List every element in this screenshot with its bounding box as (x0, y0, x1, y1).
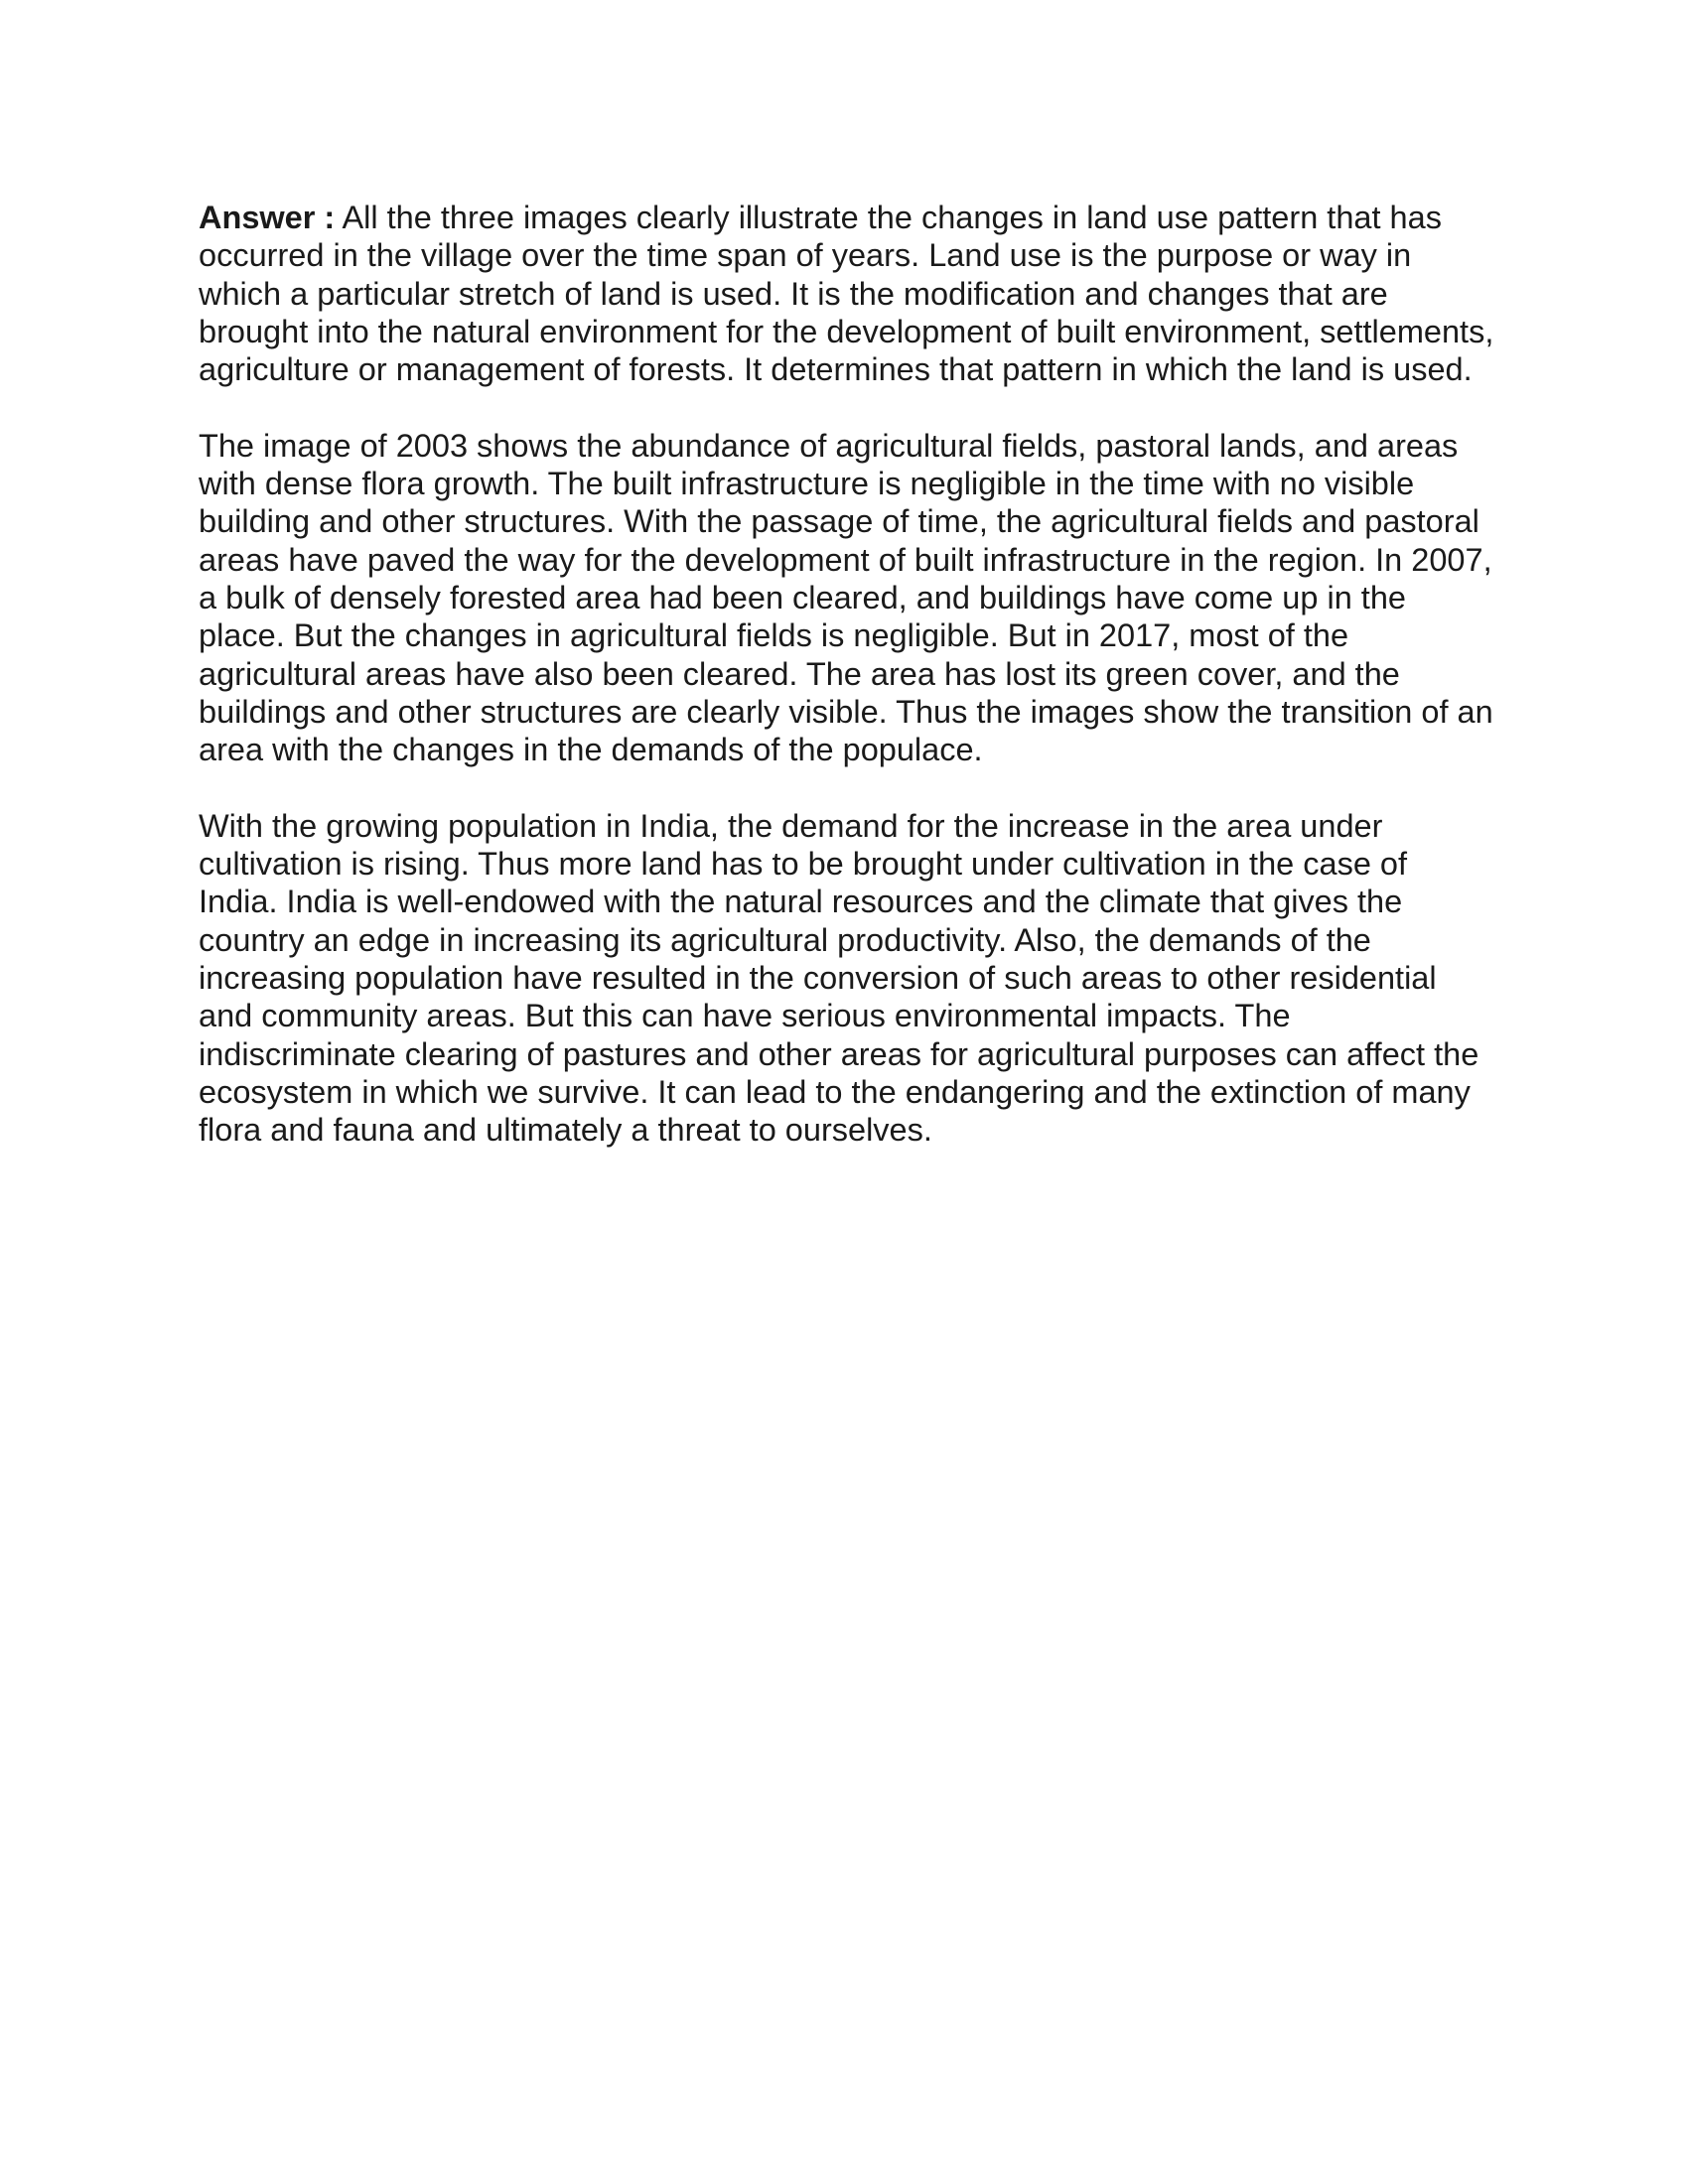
paragraph-1-text: All the three images clearly illustrate the changes in land use pattern that has occurred in the village over the time span of years. Land use is the purpose or way in which a particular stretch of land is used. It is the modification and changes that are brought into the natural environment for the development of built environment, settlements, agriculture or management of forests. It determines that pattern in which the land is used. (199, 200, 1494, 388)
answer-body (199, 199, 1494, 1187)
paragraph-3: With the growing population in India, the demand for the increase in the area under cultivation is rising. Thus more land has to be brought under cultivation in the case of India. India is well-endowed with the natural resources and the climate that gives the country an edge in increasing its agricultural productivity. Also, the demands of the increasing population have resulted in the conversion of such areas to other residential and community areas. But this can have serious environmental impacts. The indiscriminate clearing of pastures and other areas for agricultural purposes can affect the ecosystem in which we survive. It can lead to the endangering and the extinction of many flora and fauna and ultimately a threat to ourselves. (199, 807, 1479, 1149)
paragraph-2: The image of 2003 shows the abundance of agricultural fields, pastoral lands, and areas with dense flora growth. The built infrastructure is negligible in the time with no visible building and other structures. With the passage of time, the agricultural fields and pastoral areas have paved the way for the development of built infrastructure in the region. In 2007, a bulk of densely forested area had been cleared, and buildings have come up in the place. But the changes in agricultural fields is negligible. But in 2017, most of the agricultural areas have also been cleared. The area has lost its green cover, and the buildings and other structures are clearly visible. Thus the images show the transition of an area with the changes in the demands of the populace. (199, 427, 1493, 768)
paragraph-1 (199, 199, 1494, 388)
answer-label: Answer : (199, 200, 336, 235)
